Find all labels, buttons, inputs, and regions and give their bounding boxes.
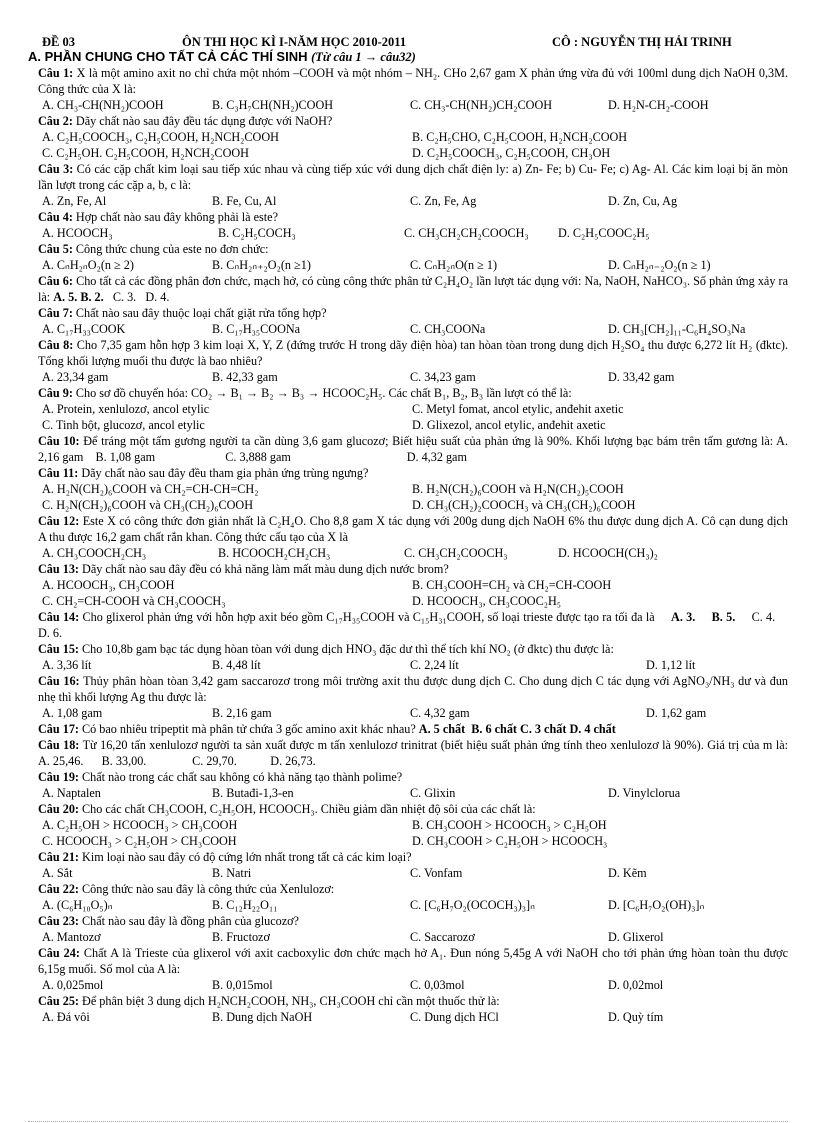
question-5: Câu 5: Công thức chung của este no đơn chức: [38,242,269,256]
option-c: C. [C₆H₇O₂(OCOCH₃)₃]ₙ [410,898,535,912]
option-a: A. CH₃-CH(NH₂)COOH [42,98,164,112]
option-a: A. Mantozơ [42,930,101,944]
option-b: B. 4,48 lít [212,658,261,672]
option-a: A. Sắt [42,866,73,880]
option-a: A. CₙH₂ₙO₂(n ≥ 2) [42,258,134,272]
option-b: B. 42,33 gam [212,370,278,384]
options-20 [28,817,788,849]
option-d: D. 4 chất [569,722,616,736]
option-c: C. Zn, Fe, Ag [410,194,477,208]
option-b: B. 33,00. [101,754,147,768]
option-d: D. 33,42 gam [608,370,675,384]
question-15: Câu 15: Cho 10,8b gam bạc tác dụng hòan tòan với dung dịch HNO₃ đặc dư thì thể tích khí NO₂ (ở đktc) thu được là: [38,642,614,656]
option-a: A. 3,36 lít [42,658,92,672]
option-d: D. Glixerol [608,930,664,944]
options-24 [28,977,788,993]
option-c: C. Dung dịch HCl [410,1010,499,1024]
option-b: B. 2. [80,290,104,304]
option-b: B. CH₃COOH > HCOOCH₃ > C₂H₅OH [412,818,607,832]
option-c: C. CH₂=CH-COOH và CH₃COOCH₃ [42,594,226,608]
section-range: (Từ câu 1 → câu32) [311,50,416,64]
option-b: B. C₁₇H₃₅COONa [212,322,301,336]
question-11: Câu 11: Dãy chất nào sau đây đều tham gia phản ứng trùng ngưng? [38,466,369,480]
option-b: B. Dung dịch NaOH [212,1010,313,1024]
option-b: C. Metyl fomat, ancol etylic, anđehit axetic [412,402,624,416]
option-b: B. C₁₂H₂₂O₁₁ [212,898,278,912]
question-3: Câu 3: Có các cặp chất kim loại sau tiếp xúc nhau và cùng tiếp xúc với dung dịch chất điện ly: a) Zn- Fe; b) Cu- Fe; c) Ag- Al. Các kim loại bị ăn mòn lần lượt trong các cặp a, b, c là: [38,162,788,192]
option-b: B. CH₃COOH=CH₂ và CH₂=CH-COOH [412,578,612,592]
exam-title: ÔN THI HỌC KÌ I-NĂM HỌC 2010-2011 [182,35,407,49]
option-b: B. 5. [711,610,736,624]
option-c: C. 3. [112,290,137,304]
option-b: B. C₂H₅CHO, C₂H₅COOH, H₂NCH₂COOH [412,130,628,144]
option-c: C. 34,23 gam [410,370,476,384]
option-a: A. C₂H₅COOCH₃, C₂H₅COOH, H₂NCH₂COOH [42,130,279,144]
options-12 [28,545,788,561]
option-b: B. Fructozơ [212,930,270,944]
option-a: A. (C₆H₁₀O₅)ₙ [42,898,113,912]
options-7 [28,321,788,337]
option-c: C. HCOOCH₃ > C₂H₅OH > CH₃COOH [42,834,237,848]
option-c: C. CH₃COONa [410,322,486,336]
option-b: B. C₃H₇CH(NH₂)COOH [212,98,334,112]
question-2: Câu 2: Dãy chất nào sau đây đều tác dụng được với NaOH? [38,114,333,128]
option-d: D. C₂H₅COOCH₃, C₂H₅COOH, CH₃OH [412,146,611,160]
option-d: D. Zn, Cu, Ag [608,194,678,208]
option-b: B. 6 chất [471,722,517,736]
option-d: D. Quỳ tím [608,1010,664,1024]
option-d: D. C₂H₅COOC₂H₅ [558,226,650,240]
options-2 [28,129,788,161]
option-c: C. 4. [751,610,776,624]
option-d: D. Vinylclorua [608,786,681,800]
option-c: C. Tinh bột, glucozơ, ancol etylic [42,418,205,432]
option-d: D. Glixezol, ancol etylic, anđehit axetic [412,418,606,432]
option-b: B. H₂N(CH₂)₆COOH và H₂N(CH₂)₅COOH [412,482,624,496]
options-23 [28,929,788,945]
option-d: D. 6. [38,626,63,640]
option-b: B. Fe, Cu, Al [212,194,277,208]
option-d: D. 4,32 gam [406,450,467,464]
options-15 [28,657,788,673]
option-a: A. 5 chất [418,722,466,736]
exam-code: ĐỀ 03 [42,35,75,49]
option-c: C. C₂H₅OH. C₂H₅COOH, H₂NCH₂COOH [42,146,249,160]
option-c: C. Glixin [410,786,456,800]
option-d: D. HCOOCH₃, CH₃COOC₂H₅ [412,594,562,608]
option-c: C. 3,888 gam [225,450,291,464]
question-12: Câu 12: Este X có công thức đơn giản nhất là C₂H₄O. Cho 8,8 gam X tác dụng với 200g dung dịch NaOH 6% thu được dung dịch A. Cô cạn dung dịch A thu được 16,2 gam chất rắn khan. Công thức cấu tạo của X là [38,514,789,544]
option-d: D. CH₃(CH₂)₂COOCH₃ và CH₃(CH₂)₆COOH [412,498,636,512]
options-1 [28,97,788,113]
option-d: D. HCOOCH(CH₃)₂ [558,546,658,560]
question-8: Câu 8: Cho 7,35 gam hỗn hợp 3 kim loại X, Y, Z (đứng trước H trong dãy điện hòa) tan hòan tòan trong dung dịch H₂SO₄ thu được 6,272 lít H₂ (đktc). Tổng khối lượng muối thu được là bao nhiêu? [38,338,789,368]
question-20: Câu 20: Cho các chất CH₃COOH, C₂H₅OH, HCOOCH₃. Chiều giảm dần nhiệt độ sôi của các chất là: [38,802,536,816]
option-d: D. H₂N-CH₂-COOH [608,98,709,112]
option-d: D. Kẽm [608,866,647,880]
question-13: Câu 13: Dãy chất nào sau đây đều có khả năng làm mất màu dung dịch nước brom? [38,562,449,576]
option-c: C. 4,32 gam [410,706,470,720]
option-d: D. 1,62 gam [646,706,707,720]
option-c: C. Vonfam [410,866,463,880]
option-c: C. CH₃-CH(NH₂)CH₂COOH [410,98,553,112]
option-d: D. 1,12 lít [646,658,696,672]
question-10: Câu 10: Để tráng một tấm gương người ta cần dùng 3,6 gam glucozơ; Biết hiệu suất của phản ứng là 90%. Khối lượng bạc bám trên tấm gương là: A. 2,16 gam B. 1,08 gam C. 3,888 gam D. 4,32 gam [38,434,788,464]
option-a: A. HCOOCH₃, CH₃COOH [42,578,175,592]
option-c: C. CH₃CH₂COOCH₃ [404,546,508,560]
options-13 [28,577,788,609]
option-d: D. CH₃COOH > C₂H₅OH > HCOOCH₃ [412,834,608,848]
option-d: D. 0,02mol [608,978,664,992]
option-d: D. [C₆H₇O₂(OH)₃]ₙ [608,898,705,912]
option-a: A. 3. [671,610,696,624]
teacher-name: CÔ : NGUYỄN THỊ HẢI TRINH [552,35,732,49]
options-19 [28,785,788,801]
question-25: Câu 25: Để phân biệt 3 dung dịch H₂NCH₂COOH, NH₃, CH₃COOH chỉ cần một thuốc thử là: [38,994,500,1008]
option-d: D. 26,73. [270,754,316,768]
option-a: A. 5. [53,290,78,304]
question-21: Câu 21: Kim loại nào sau đây có độ cứng lớn nhất trong tất cả các kim loại? [38,850,412,864]
option-d: D. CH₃[CH₂]₁₁-C₆H₄SO₃Na [608,322,746,336]
option-a: A. H₂N(CH₂)₆COOH và CH₂=CH-CH=CH₂ [42,482,259,496]
option-b: B. HCOOCH₂CH₂CH₃ [218,546,331,560]
question-18: Câu 18: Từ 16,20 tấn xenlulozơ người ta sản xuất được m tấn xenlulozơ trinitrat (biết hiệu suất phản ứng tính theo xenlulozơ là 90%). Giá trị của m là: A. 25,46. B. 33,00. C. 29,70. D. 26,73. [38,738,789,768]
question-9: Câu 9: Cho sơ đồ chuyển hóa: CO₂ → B₁ → B₂ → B₃ → HCOOC₂H₅. Các chất B₁, B₂, B₃ lần lượt có thể là: [38,386,572,400]
option-a: A. 23,34 gam [42,370,109,384]
option-a: A. Zn, Fe, Al [42,194,107,208]
question-24: Câu 24: Chất A là Trieste của glixerol với axit cacboxylic đơn chức mạch hở A₁. Đun nóng 5,45g A với NaOH cho tới phản ứng hòan toàn thu được 6,15g muối. Số mol của A là: [38,946,789,976]
options-3 [28,193,788,209]
option-b: B. 0,015mol [212,978,273,992]
options-21 [28,865,788,881]
option-a: A. 0,025mol [42,978,104,992]
option-a: A. Naptalen [42,786,101,800]
option-c: C. 3 chất [520,722,567,736]
option-b: B. C₂H₅COCH₃ [218,226,296,240]
options-11 [28,481,788,513]
section-heading [28,49,788,65]
option-b: B. 2,16 gam [212,706,272,720]
page-bottom-rule [28,1121,788,1122]
option-a: A. 2,16 gam [38,434,788,464]
option-b: B. Butađi-1,3-en [212,786,294,800]
option-a: A. C₂H₅OH > HCOOCH₃ > CH₃COOH [42,818,238,832]
question-6: Câu 6: Cho tất cả các đồng phân đơn chức, mạch hở, có cùng công thức phân tử C₂H₄O₂ lần lượt tác dụng với: Na, NaOH, NaHCO₃. Số phản ứng xảy ra là: A. 5. B. 2. C. 3. D. 4. [38,274,788,304]
section-title: A. PHẦN CHUNG CHO TẤT CẢ CÁC THÍ SINH [28,49,308,64]
options-22 [28,897,788,913]
option-c: C. CH₃CH₂CH₂COOCH₃ [404,226,529,240]
question-16: Câu 16: Thủy phân hòan tòan 3,42 gam saccarozơ trong môi trường axit thu được dung dịch C. Cho dung dịch C tác dụng với AgNO₃/NH₃ dư và đun nhẹ thì khối lượng Ag thu được là: [38,674,789,704]
question-22: Câu 22: Công thức nào sau đây là công thức của Xenlulozơ: [38,882,335,896]
option-b: B. CₙH₂ₙ₊₂O₂(n ≥1) [212,258,311,272]
options-5 [28,257,788,273]
option-a: A. C₁₇H₃₃COOK [42,322,126,336]
option-c: C. 0,03mol [410,978,465,992]
option-c: C. Saccarozơ [410,930,475,944]
option-a: A. Protein, xenlulozơ, ancol etylic [42,402,210,416]
options-4 [28,225,788,241]
exam-header [28,34,788,49]
option-d: D. 4. [145,290,170,304]
options-25 [28,1009,788,1025]
option-c: C. 2,24 lít [410,658,459,672]
question-4: Câu 4: Hợp chất nào sau đây không phải là este? [38,210,278,224]
question-7: Câu 7: Chất nào sau đây thuộc loại chất giặt rửa tổng hợp? [38,306,327,320]
question-23: Câu 23: Chất nào sau đây là đồng phân của glucozơ? [38,914,299,928]
exam-page [28,34,788,1025]
question-14: Câu 14: Cho glixerol phản ứng với hỗn hợp axit béo gồm C₁₇H₃₅COOH và C₁₅H₃₁COOH, số loại trieste được tạo ra tối đa là A. 3. B. 5. C. 4. D. 6. [38,610,776,640]
option-c: C. 29,70. [192,754,237,768]
options-8 [28,369,788,385]
options-16 [28,705,788,721]
question-19: Câu 19: Chất nào trong các chất sau không có khả năng tạo thành polime? [38,770,403,784]
option-b: B. 1,08 gam [95,450,156,464]
option-a: A. 25,46. [38,754,84,768]
option-a: A. Đá vôi [42,1010,90,1024]
question-1: Câu 1: X là một amino axit no chỉ chứa một nhóm –COOH và một nhóm – NH₂. CHo 2,67 gam X phản ứng vừa đủ với 100ml dung dịch NaOH 0,3M. Công thức của X là: [38,66,789,96]
option-a: A. 1,08 gam [42,706,103,720]
options-9 [28,401,788,433]
option-d: D. CₙH₂ₙ₋₂O₂(n ≥ 1) [608,258,711,272]
option-b: B. Natri [212,866,252,880]
option-c: C. H₂N(CH₂)₆COOH và CH₃(CH₂)₆COOH [42,498,254,512]
option-c: C. CₙH₂ₙO(n ≥ 1) [410,258,498,272]
option-a: A. CH₃COOCH₂CH₃ [42,546,147,560]
option-a: A. HCOOCH₃ [42,226,113,240]
question-17: Câu 17: Có bao nhiêu tripeptit mà phân tử chứa 3 gốc amino axit khác nhau? A. 5 chất B. 6 chất C. 3 chất D. 4 chất [38,722,616,736]
